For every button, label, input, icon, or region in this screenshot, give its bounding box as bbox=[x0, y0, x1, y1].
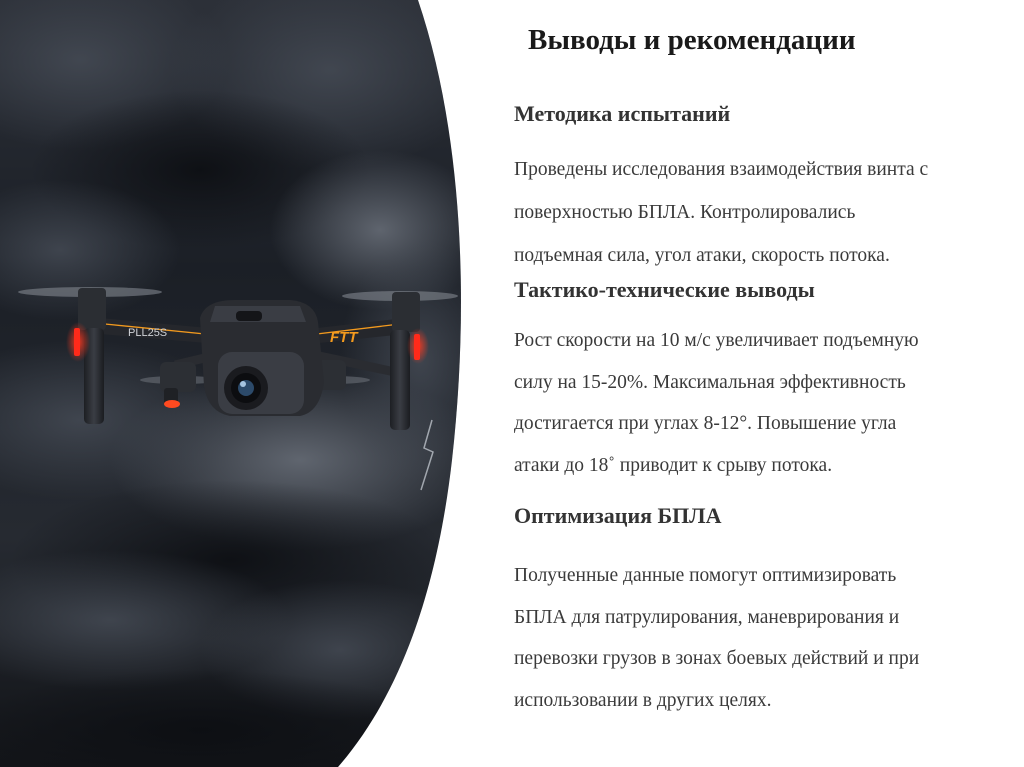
section-body-test-methodology bbox=[514, 148, 928, 277]
text-line: атаки до 18˚ приводит к срыву потока. bbox=[514, 454, 833, 476]
section-heading-uav-optimization: Оптимизация БПЛА bbox=[514, 503, 722, 528]
drone-brand-label: FTT bbox=[330, 329, 358, 346]
section-heading-tactical-conclusions: Тактико-технические выводы bbox=[514, 277, 815, 302]
text-line: БПЛА для патрулирования, маневрирования и bbox=[514, 606, 900, 628]
text-line: силу на 15-20%. Максимальная эффективность bbox=[514, 371, 906, 393]
text-line: Полученные данные помогут оптимизировать bbox=[514, 565, 897, 586]
drone-illustration bbox=[18, 287, 458, 430]
text-line: перевозки грузов в зонах боевых действий и при bbox=[514, 648, 920, 669]
text-line: использовании в других целях. bbox=[514, 689, 772, 711]
slide-title: Выводы и рекомендации bbox=[528, 24, 856, 56]
drone-model-label: PLL25S bbox=[128, 327, 168, 339]
section-heading-test-methodology: Методика испытаний bbox=[514, 101, 731, 126]
text-line: подъемная сила, угол атаки, скорость потока. bbox=[514, 245, 890, 266]
text-line: Проведены исследования взаимодействия винта с bbox=[514, 159, 929, 180]
text-line: достигается при углах 8-12°. Повышение угла bbox=[514, 413, 897, 434]
section-body-tactical-conclusions bbox=[514, 320, 919, 486]
text-line: поверхностью БПЛА. Контролировались bbox=[514, 202, 856, 223]
text-line: Рост скорости на 10 м/с увеличивает подъемную bbox=[514, 330, 919, 351]
section-body-uav-optimization bbox=[514, 555, 919, 721]
